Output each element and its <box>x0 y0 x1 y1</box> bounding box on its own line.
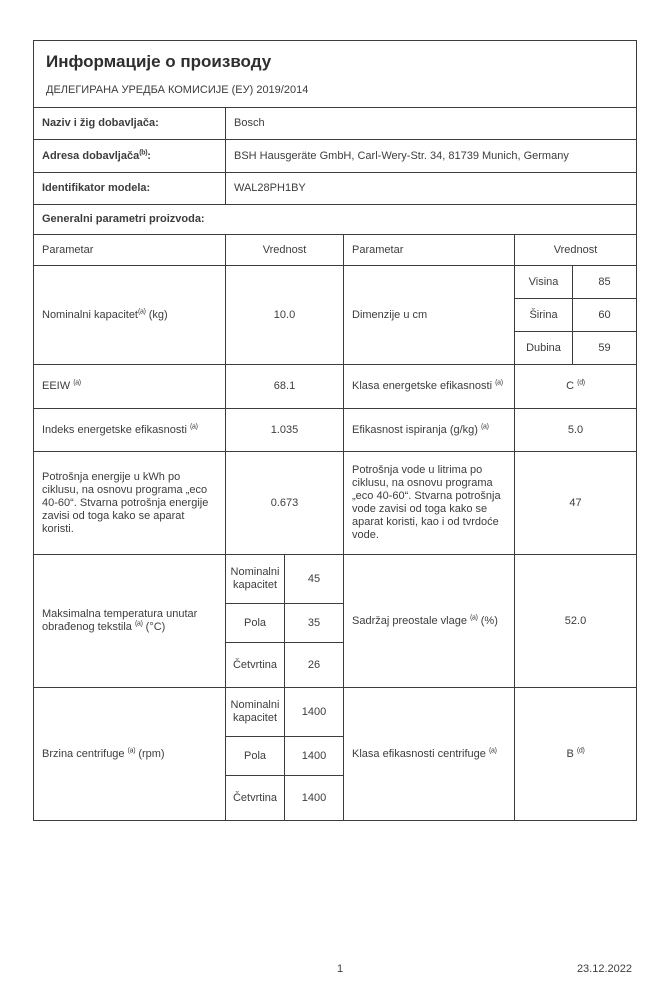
dimension-row-depth <box>515 331 636 364</box>
spin-half-value: 1400 <box>284 737 343 775</box>
dimension-depth-value: 59 <box>572 332 636 364</box>
capacity-value: 10.0 <box>225 266 343 364</box>
row-eei-rinsing <box>34 408 636 451</box>
supplier-name-row <box>34 107 636 139</box>
eeiw-label: EEIW $^{(a)}$ <box>42 379 81 392</box>
footer-page-number: 1 <box>336 963 344 975</box>
max-temp-row-half <box>226 603 343 642</box>
water-consumption-label: Potrošnja vode u litrima po ciklusu, na osnovu programa „eco 40-60“. Stvarna potrošnja vode zavisi od toga kako se aparat koristi, kao i od tvrdoće vode. <box>343 452 514 554</box>
capacity-label: Nominalni kapacitet$^{(a)}$ (kg) <box>42 307 168 321</box>
dimension-height-label: Visina <box>528 275 559 288</box>
title-cell <box>34 41 636 107</box>
section-header: Generalni parametri proizvoda: <box>42 213 205 225</box>
dimension-row-width <box>515 298 636 331</box>
dimension-row-height <box>515 266 636 298</box>
spin-speed-label: Brzina centrifuge $^{(a)}$ (rpm) <box>42 746 165 760</box>
spin-half-label: Pola <box>243 749 267 762</box>
spin-speed-subtable <box>225 688 343 820</box>
energy-consumption-label: Potrošnja energije u kWh po ciklusu, na osnovu programa „eco 40-60“. Stvarna potrošnja energije zavisi od toga kako se aparat koristi. <box>42 470 209 535</box>
spin-quarter-value: 1400 <box>284 776 343 820</box>
col-header-param-left: Parametar <box>42 243 94 256</box>
max-temp-nominal-value: 45 <box>284 555 343 603</box>
row-capacity-dimensions <box>34 265 636 364</box>
column-header-row <box>34 234 636 265</box>
spin-row-quarter <box>226 775 343 820</box>
max-temp-quarter-value: 26 <box>284 643 343 687</box>
model-id-label: Identifikator modela: <box>42 182 151 194</box>
supplier-address-value: BSH Hausgeräte GmbH, Carl-Wery-Str. 34, 81739 Munich, Germany <box>225 140 636 172</box>
supplier-name-value: Bosch <box>225 108 636 139</box>
max-temp-half-value: 35 <box>284 604 343 642</box>
energy-consumption-value: 0.673 <box>225 452 343 554</box>
spin-nominal-label: Nominalni kapacitet <box>230 699 280 724</box>
rinsing-label: Efikasnost ispiranja (g/kg) $^{(a)}$ <box>343 409 514 451</box>
max-temp-half-label: Pola <box>243 616 267 629</box>
max-temp-subtable <box>225 555 343 687</box>
row-eeiw-energyclass <box>34 364 636 408</box>
max-temp-row-quarter <box>226 642 343 687</box>
page-title: Информације о производу <box>46 52 272 71</box>
row-maxtemp-moisture <box>34 554 636 687</box>
energy-class-label: Klasa energetske efikasnosti $^{(a)}$ <box>343 365 514 408</box>
energy-class-value: C $^{(d)}$ <box>514 365 636 408</box>
dimensions-label: Dimenzije u cm <box>343 266 514 364</box>
col-header-value-left: Vrednost <box>225 235 343 265</box>
product-info-table <box>33 40 637 821</box>
row-consumption <box>34 451 636 554</box>
eei-value: 1.035 <box>225 409 343 451</box>
col-header-param-right: Parametar <box>343 235 514 265</box>
max-temp-row-nominal <box>226 555 343 603</box>
section-header-row <box>34 204 636 234</box>
spin-class-value: B $^{(d)}$ <box>514 688 636 820</box>
spin-nominal-value: 1400 <box>284 688 343 736</box>
col-header-value-right: Vrednost <box>514 235 636 265</box>
title-row <box>34 41 636 107</box>
spin-class-label: Klasa efikasnosti centrifuge $^{(a)}$ <box>343 688 514 820</box>
model-id-value: WAL28PH1BY <box>225 173 636 204</box>
spin-row-half <box>226 736 343 775</box>
supplier-address-row <box>34 139 636 172</box>
residual-moisture-label: Sadržaj preostale vlage $^{(a)}$ (%) <box>343 555 514 687</box>
eeiw-value: 68.1 <box>225 365 343 408</box>
rinsing-value: 5.0 <box>514 409 636 451</box>
spin-row-nominal <box>226 688 343 736</box>
supplier-name-label: Naziv i žig dobavljača: <box>42 117 159 129</box>
spin-quarter-label: Četvrtina <box>232 791 278 804</box>
max-temp-label: Maksimalna temperatura unutar obrađenog tekstila $^{(a)}$ (°C) <box>42 608 198 633</box>
water-consumption-value: 47 <box>514 452 636 554</box>
dimension-height-value: 85 <box>572 266 636 298</box>
dimensions-subtable <box>514 266 636 364</box>
max-temp-quarter-label: Četvrtina <box>232 658 278 671</box>
footer-date: 23.12.2022 <box>576 963 632 975</box>
dimension-depth-label: Dubina <box>526 341 561 354</box>
regulation-subtitle: ДЕЛЕГИРАНА УРЕДБА КОМИСИЈЕ (ЕУ) 2019/2014 <box>46 84 309 96</box>
max-temp-nominal-label: Nominalni kapacitet <box>230 566 280 591</box>
eei-label: Indeks energetske efikasnosti $^{(a)}$ <box>42 422 198 436</box>
dimension-width-label: Širina <box>529 308 558 321</box>
supplier-address-label: Adresa dobavljača$^{(b)}$: <box>42 148 151 162</box>
model-id-row <box>34 172 636 204</box>
dimension-width-value: 60 <box>572 299 636 331</box>
row-spin <box>34 687 636 820</box>
residual-moisture-value: 52.0 <box>514 555 636 687</box>
